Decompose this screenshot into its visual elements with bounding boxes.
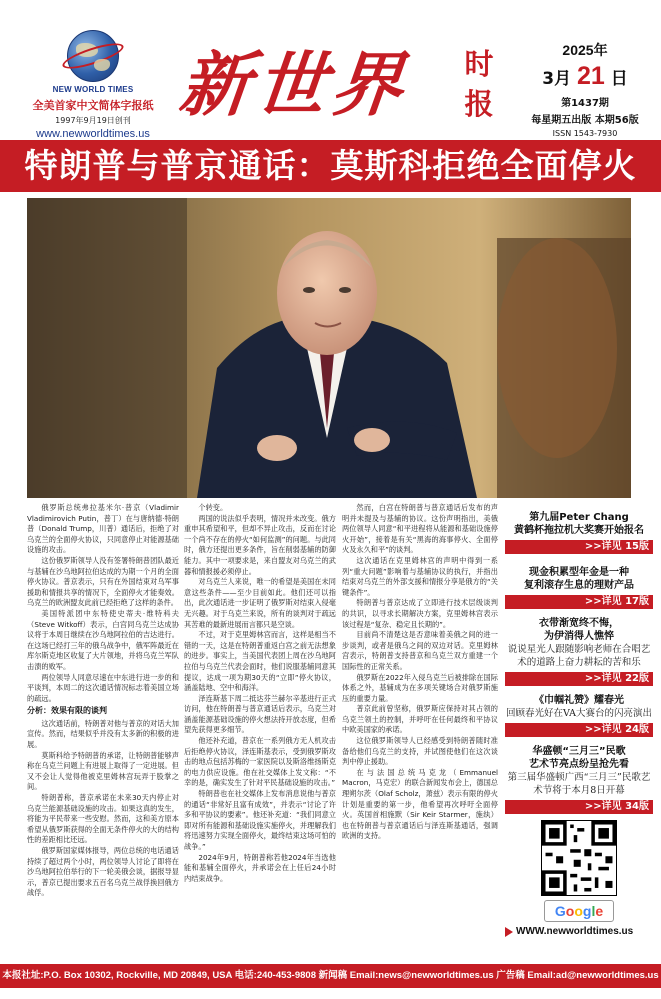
- teaser-title-2: 复利滚存生息的理财产品: [524, 580, 634, 591]
- article-paragraph: 然而，白宫在特朗普与普京通话后发布的声明并未提及与基辅的协议。这份声明指出，美俄两位领导人同意“和平进程将从能源和基础设施停火开始”，接着是有关“黑海的海事停火、全面停火及永久和平”的谈判。: [342, 503, 498, 555]
- footer-contact: 本报社址:P.O. Box 10302, Rockville, MD 20849, USA 电话:240-453-9808 新闻稿 Email:news@newworldtimes.us 广告稿 Email:ad@newworldtimes.us: [0, 964, 661, 988]
- see-page-link[interactable]: >>详见 24版: [505, 723, 653, 737]
- day-suffix: 日: [610, 69, 628, 89]
- qr-pattern: [542, 821, 616, 895]
- article-column-3: [342, 503, 498, 951]
- teaser-title: 《巾帼礼赞》耀春光: [534, 695, 624, 706]
- teaser-subtitle: 回顾春光好在VA大赛台的闪亮演出: [505, 708, 653, 719]
- see-page-link[interactable]: >>详见 22版: [505, 672, 653, 686]
- see-page-link[interactable]: >>详见 17版: [505, 595, 653, 609]
- www-row[interactable]: [505, 926, 653, 937]
- teaser-title: 第九届Peter Chang: [529, 512, 629, 523]
- article-paragraph: 在与法国总统马克龙（Emmanuel Macron，马克宏）的联合新闻发布会上，德国总理朔尔茨（Olaf Scholz，萧兹）表示有限的停火计划是重要的第一步，他希望再次呼吁全面停火。英国首相施默（Sir Keir Starmer，施纨）也在特朗普与普京通话后与泽连斯基通话，强调欧洲的支持。: [342, 767, 498, 841]
- article-paragraph: 这份俄罗斯领导人没有签署特朗普团队最近与基辅在沙乌地阿拉伯达成的为期一个月的全面停火协议。普京表示，只有在外国结束对乌军事援助和情报共享的情况下，全面停火才能奏效。乌克兰的欧洲盟友此前已经拒绝了这样的条件。: [27, 555, 179, 608]
- teaser-subtitle: 第三届华盛顿广西“三月三”民歌艺术节将于本月8日开幕: [507, 772, 651, 796]
- article-paragraph: 个转变。: [198, 503, 228, 512]
- teaser-title: 华盛顿“三月三”民歌: [532, 746, 626, 757]
- article-paragraph: 这位俄罗斯领导人已经感受到特朗普随时准备给他们乌克兰的支持，并试图使他们在这次谈判中停止援助。: [342, 736, 498, 767]
- sidebar: [505, 503, 653, 937]
- paper-name: 新世界: [175, 43, 413, 126]
- paper-suffix: 时报: [464, 47, 494, 121]
- article-paragraph: 特朗普与普京达成了立即进行技术层级谈判的共识，以寻求长期解决方案，克里姆林宫表示该过程是“复杂、稳定且长期的”。: [342, 598, 498, 629]
- article-paragraph: 特朗普称，普京承诺在未来30天内停止对乌克兰能源基础设施的攻击。如果这真的发生，将能为平民带来一些安慰。然而，这和美方原本希望从俄罗斯获得的全面无条件停火的大的结构性的差距相比还远。: [27, 793, 179, 845]
- see-page-link[interactable]: >>详见 34版: [505, 800, 653, 814]
- article-paragraph: 特朗普也在社交媒体上发布消息说他与普京的通话“非常好且富有成效”，并表示“讨论了许多和平协议的要素”。他还补充道：“我们同意立即对所有能源和基础设施实施停火，并理解我们将迅速努力实现全面停火，最终结束这场可怕的战争。”: [184, 789, 336, 851]
- article-paragraph: 这次通话在克里姆林宫的声明中得到一系列“重大问题”影响着与基辅协议的执行，并指出结束对乌克兰的外部支援和情报分享是俄方的“关键条件”。: [342, 555, 498, 597]
- teaser-22[interactable]: [505, 617, 653, 686]
- website-link[interactable]: www.newworldtimes.us: [36, 128, 150, 140]
- teaser-24[interactable]: [505, 694, 653, 737]
- article-subheading: 分析：效果有限的谈判: [27, 706, 107, 716]
- arrow-right-icon: [505, 927, 513, 937]
- teaser-title-2: 艺术节亮点纷呈抢先看: [529, 759, 629, 770]
- masthead: [0, 0, 661, 138]
- www-link[interactable]: WWW.newworldtimes.us: [516, 926, 634, 937]
- article-paragraph: 俄罗斯国家媒体报导，两位总统的电话通话持续了超过两个小时，两位领导人讨论了即将在沙乌地阿拉伯举行的下一轮美俄会谈，据报导显示，普京已提出要求五百名乌克兰战俘换回俄方战俘。: [27, 846, 179, 898]
- qr-code-icon[interactable]: [541, 820, 617, 896]
- article-paragraph: 目前尚不清楚这是否意味着美俄之间的进一步谈判，或者是俄乌之间的双边对话。克里姆林宫表示，特朗普支持普京和乌克兰双方重建一个国际性的正常关系。: [342, 630, 498, 671]
- teaser-subtitle: 说说星光人跟随影响老师在合唱艺术的道路上奋力耕耘的苦和乐: [507, 644, 651, 668]
- google-badge[interactable]: Google: [544, 900, 614, 922]
- article-paragraph: 两位领导人同意尽速在中东进行进一步的和平谈判，本周二的这次通话情况标志着美国立场的疏远。: [27, 672, 179, 703]
- teaser-title-2: 黄鹤杯拖拉机大奖赛开始报名: [514, 525, 644, 536]
- schedule: 每星期五出版 本期56版: [531, 115, 639, 126]
- teaser-title: 现金积累型年金是一种: [529, 567, 629, 578]
- slogan: 全美首家中文简体字报纸: [32, 99, 154, 112]
- date-row: [515, 62, 655, 91]
- article-paragraph: 俄罗斯总统弗拉基米尔·普京（Vladimir Vladimirovich Putin，普丁）在与唐纳德·特朗普（Donald Trump，川普）通话后，拒绝了对乌克兰的全面停火协议，只同意停止对能源基础设施的攻击。: [27, 503, 179, 555]
- article-paragraph: 对乌克兰人来说，唯一的希望是美国在未同意这些条件——至少目前如此。他们还可以指出，此次通话进一步证明了俄罗斯对结束入侵毫无兴趣。对于乌克兰来说，所有的谈判对于疏远其苦难的最新进展而言都只是空谈。: [184, 577, 336, 629]
- photo-illustration-icon: [27, 198, 631, 498]
- founded-date: 1997年9月19日创刊: [55, 116, 131, 125]
- day: 21: [577, 62, 605, 90]
- date-block: [515, 40, 655, 138]
- logo-block: [18, 30, 168, 140]
- article-paragraph: 莫斯科给予特朗普的承诺，让特朗普能够声称在乌克兰问题上有进展上取得了一定进展。但又不会让人觉得他被克里姆林宫玩弄于股掌之间。: [27, 750, 179, 792]
- year: 2025年: [562, 42, 608, 58]
- article-column-2: [184, 503, 336, 951]
- issn: ISSN 1543-7930: [552, 129, 618, 138]
- teaser-title-2: 为伊消得人憔悴: [544, 631, 614, 642]
- article-column-1: [27, 503, 179, 951]
- article-paragraph: 他还补充道，普京在一系列俄方无人机攻击后拒绝停火协议，泽连斯基表示，受到俄罗斯攻击的地点包括苏梅的一家医院以及斯洛维扬斯克的电力供应设施。他在社交媒体上发文称：“不幸的是，确实发生了针对平民基础设施的攻击。”: [184, 736, 336, 788]
- teaser-17[interactable]: [505, 566, 653, 609]
- article-paragraph: 泽连斯基下周二抵达芬兰赫尔辛基进行正式访问，他在特朗普与普京通话后表示，乌克兰对涵盖能源基础设施的停火想法持开放态度，但希望先获得更多细节。: [184, 693, 336, 735]
- globe-logo-icon: [67, 30, 119, 82]
- article-paragraph: 不过，对于克里姆林宫而言，这样是相当不错的一天，这是在特朗普重返白宫之前无法想象的进步。事实上，当美国代表团上周在沙乌地阿拉伯与乌克兰代表会面时，他们说服基辅同意其提议，达成一项为期30天的“立即”停火协议，涵盖陆地、空中和海洋。: [184, 630, 336, 693]
- teaser-15[interactable]: [505, 511, 653, 554]
- issue-number: 第1437期: [561, 98, 609, 109]
- article-paragraph: 美国特派团中东特使史蒂夫·维特科夫（Steve Witkoff）表示，白宫同乌克兰达成协议将于本周日继续在沙乌地阿拉伯的吉达进行。在这场已经打三年的俄乌战争中，俄军阵最近在库尔斯克地区收复了大片领地，并将乌克兰军队击溃的败军。: [27, 608, 179, 671]
- headline[interactable]: 特朗普与普京通话：莫斯科拒绝全面停火: [0, 140, 661, 192]
- article-paragraph: 2024年9月，特朗普称若他2024年当选他能和基辅全面停火，并承诺会在上任后24小时内结束战争。: [184, 852, 336, 883]
- article-paragraph: 俄罗斯在2022年入侵乌克兰后被排除在国际体系之外，基辅成为在多项关键场合对俄罗斯施压的重要力量。: [342, 672, 498, 703]
- see-page-link[interactable]: >>详见 15版: [505, 540, 653, 554]
- lead-photo: [27, 198, 631, 498]
- article-paragraph: 两国的说法似乎表明，情况并未改变。俄方重申其希望和平，但却不异止攻击，反而在讨论一个尚不存在的停火“如何监测”的问题。与此同时，俄方还提出更多条件，旨在削弱基辅的防御能力。其中一项要求是，来自盟友对乌克兰的武器和情报援必须停止。: [184, 513, 336, 576]
- teaser-34[interactable]: [505, 745, 653, 814]
- month: 3月: [542, 69, 572, 89]
- article-paragraph: 普京此前曾坚称，俄罗斯应保持对其占领的乌克兰领土的控制，并呼吁在任何最终和平协议中欧美国家的承诺。: [342, 704, 498, 735]
- teaser-title: 衣带渐宽终不悔，: [539, 618, 619, 629]
- article-paragraph: 这次通话前，特朗普对他与普京的对话大加宣传。然而，结果似乎并没有太多新的积极的进展。: [27, 718, 179, 750]
- english-name: NEW WORLD TIMES: [52, 85, 134, 94]
